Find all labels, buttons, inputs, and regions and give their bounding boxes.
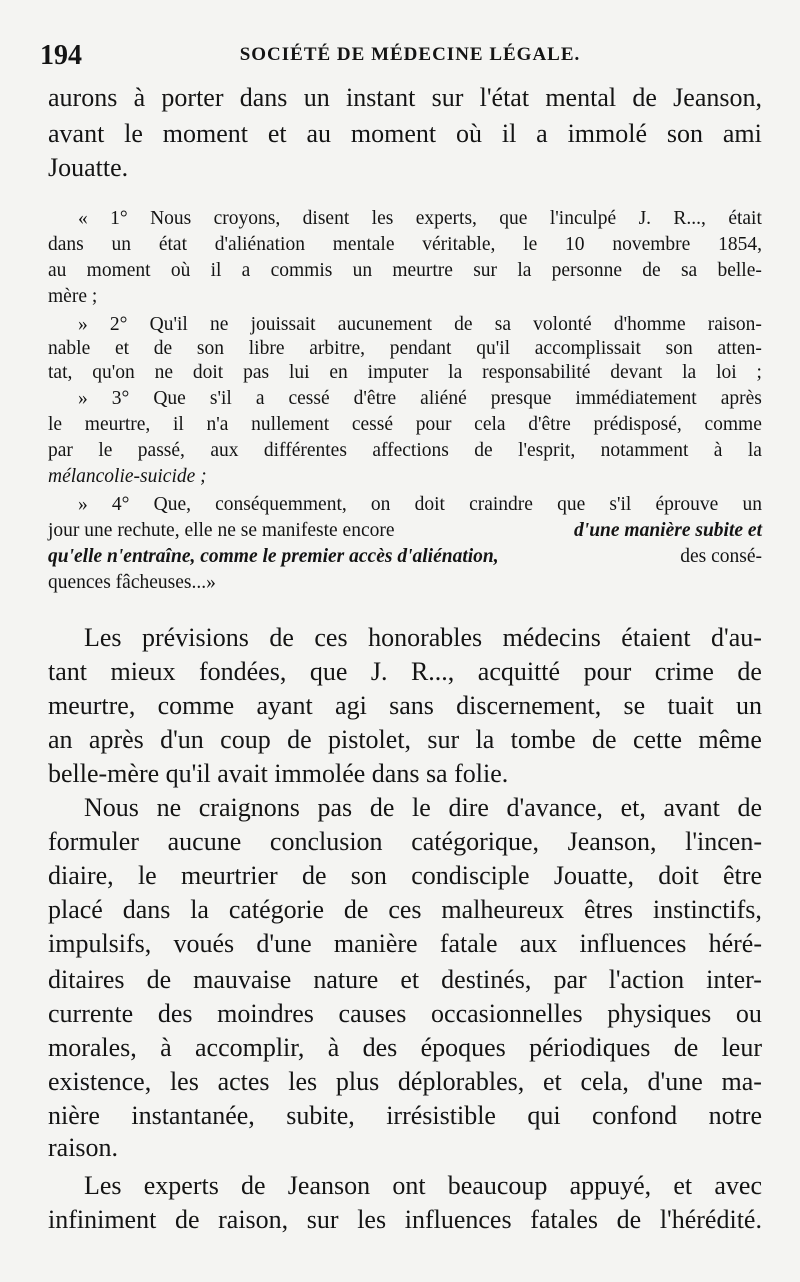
text-line: meurtre, comme ayant agi sans discernement, se tuait un [48,691,762,720]
text-line: morales, à accomplir, à des époques périodiques de leur [48,1033,762,1062]
text-line: raison. [48,1133,119,1162]
quote-line: » 4° Que, conséquemment, on doit craindre que s'il éprouve un [78,494,762,515]
quote-line: « 1° Nous croyons, disent les experts, que l'inculpé J. R..., était [78,208,762,229]
text-line: formuler aucune conclusion catégorique, Jeanson, l'incen- [48,827,762,856]
quote-text: jour une rechute, elle ne se manifeste encore [48,520,395,541]
text-line: tant mieux fondées, que J. R..., acquitté pour crime de [48,657,762,686]
text-line: avant le moment et au moment où il a immolé son ami [48,119,762,148]
quote-line: » 2° Qu'il ne jouissait aucunement de sa volonté d'homme raison- [78,314,762,335]
text-line: currente des moindres causes occasionnelles physiques ou [48,999,762,1028]
quote-line: quences fâcheuses...» [48,572,216,593]
quote-line: dans un état d'aliénation mentale véritable, le 10 novembre 1854, [48,234,762,255]
text-line: infiniment de raison, sur les influences fatales de l'hérédité. [48,1205,762,1234]
quote-text: des consé- [680,546,762,567]
text-line: Nous ne craignons pas de le dire d'avance, et, avant de [84,793,762,822]
text-line: Les experts de Jeanson ont beaucoup appuyé, et avec [84,1171,762,1200]
text-line: nière instantanée, subite, irrésistible qui confond notre [48,1101,762,1130]
page-number: 194 [40,40,82,71]
quote-line: tat, qu'on ne doit pas lui en imputer la responsabilité devant la loi ; [48,362,762,383]
quote-line: nable et de son libre arbitre, pendant qu'il accomplissait son atten- [48,338,762,359]
quote-line [48,518,762,544]
quote-line: mère ; [48,286,98,307]
text-line: diaire, le meurtrier de son condisciple Jouatte, doit être [48,861,762,890]
quote-line: au moment où il a commis un meurtre sur la personne de sa belle- [48,260,762,281]
text-line: impulsifs, voués d'une manière fatale aux influences héré- [48,929,762,958]
quote-line: » 3° Que s'il a cessé d'être aliéné presque immédiatement après [78,388,762,409]
text-line: Jouatte. [48,153,129,182]
quote-line: le meurtre, il n'a nullement cessé pour cela d'être prédisposé, comme [48,414,762,435]
page-header [40,40,780,74]
running-title: SOCIÉTÉ DE MÉDECINE LÉGALE. [239,44,581,65]
quote-line: mélancolie-suicide ; [48,466,207,487]
text-line: existence, les actes les plus déplorables, et cela, d'une ma- [48,1067,762,1096]
quote-line: par le passé, aux différentes affections de l'esprit, notamment à la [48,440,762,461]
text-line: Les prévisions de ces honorables médecins étaient d'au- [84,623,762,652]
text-line: an après d'un coup de pistolet, sur la tombe de cette même [48,725,762,754]
text-line: belle-mère qu'il avait immolée dans sa folie. [48,759,509,788]
quote-emphasis: qu'elle n'entraîne, comme le premier accès d'aliénation, [48,546,499,567]
text-line: ditaires de mauvaise nature et destinés, par l'action inter- [48,965,762,994]
quote-emphasis: d'une manière subite et [574,520,762,541]
text-line: placé dans la catégorie de ces malheureux êtres instinctifs, [48,895,762,924]
quote-line [48,544,762,570]
text-line: aurons à porter dans un instant sur l'état mental de Jeanson, [48,83,762,112]
